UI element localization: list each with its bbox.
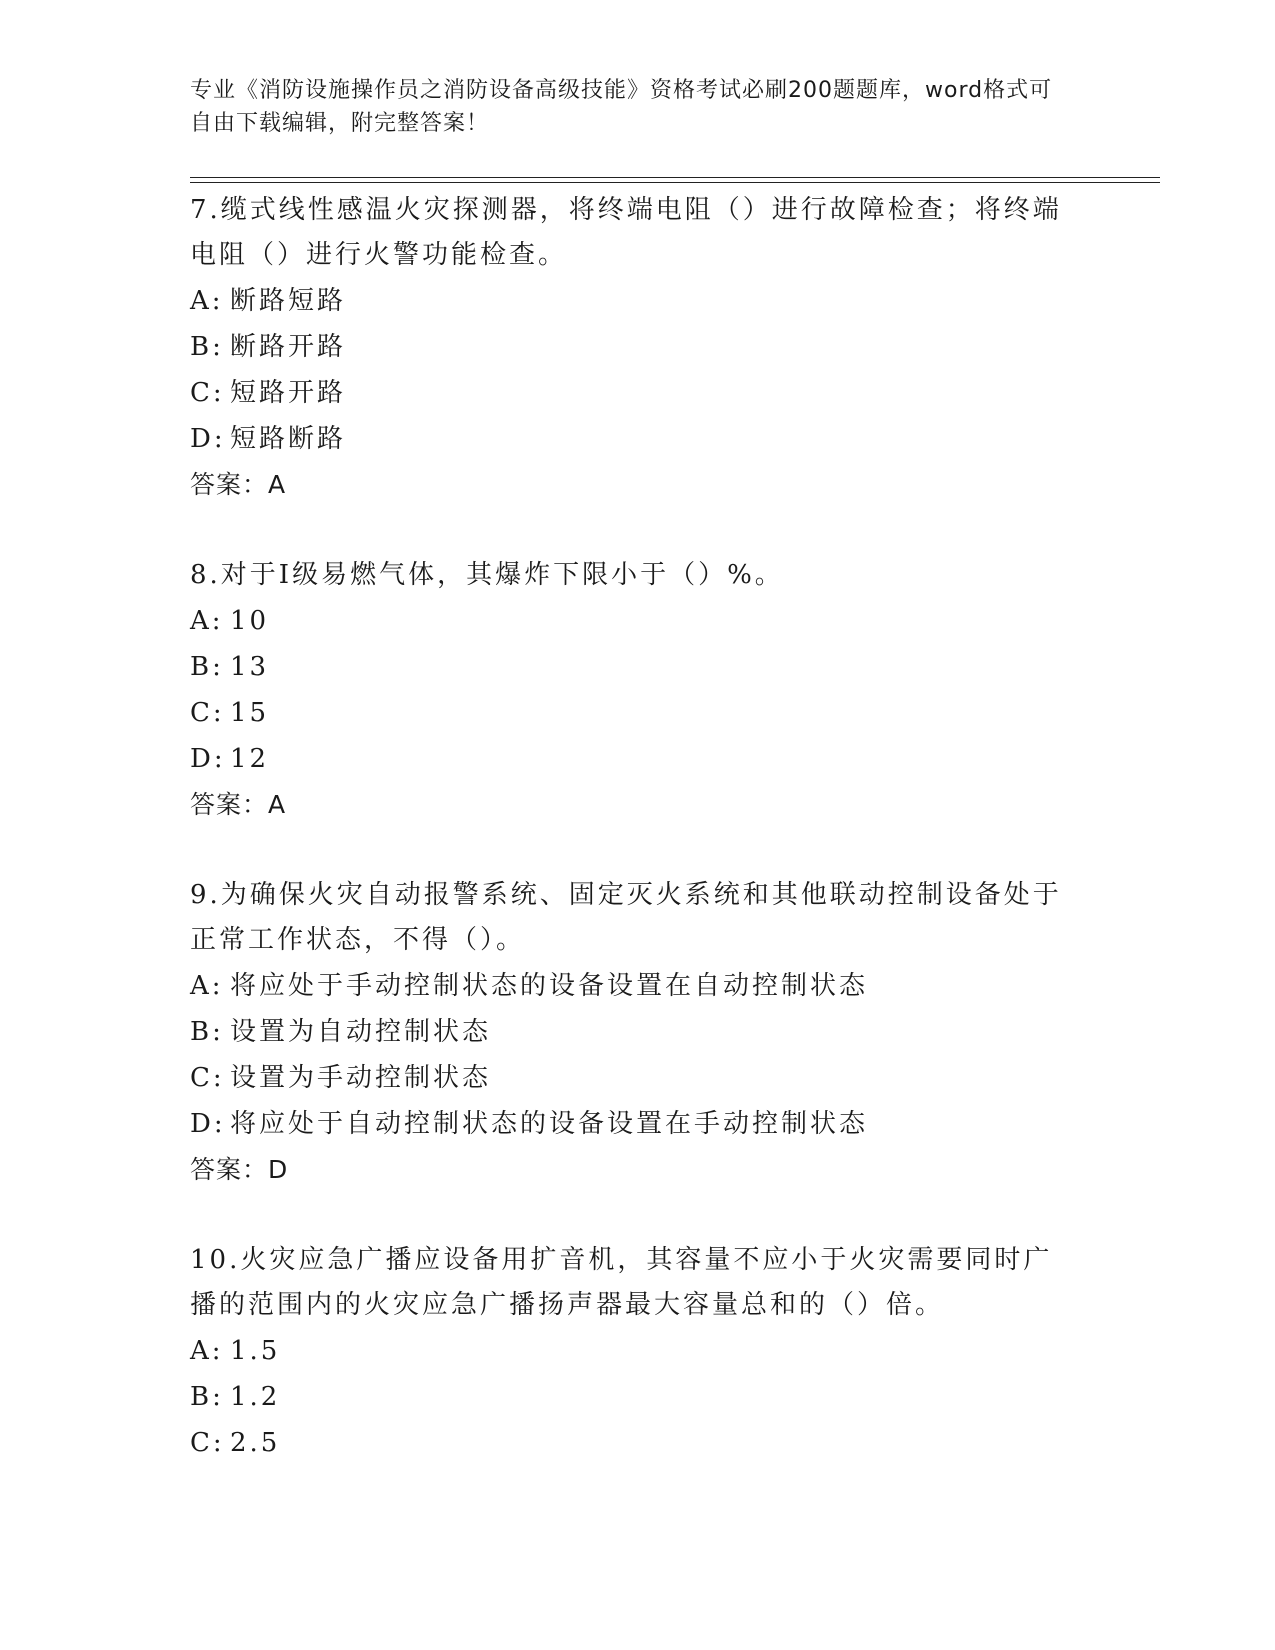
option-key: D: [190, 424, 226, 454]
option-d [190, 736, 1080, 782]
answer: 答案：D [190, 1155, 289, 1184]
option-key: B: [190, 652, 224, 682]
option-b [190, 644, 1080, 690]
option-text: 短路开路 [230, 378, 347, 408]
option-text: 断路开路 [230, 332, 347, 362]
option-key: A: [190, 1336, 224, 1366]
document-header: 专业《消防设施操作员之消防设备高级技能》资格考试必刷200题题库，word格式可自由下载编辑，附完整答案！ [190, 78, 1053, 136]
option-key: A: [190, 971, 224, 1001]
option-text: 断路短路 [230, 286, 347, 316]
option-key: C: [190, 1428, 225, 1458]
option-b [190, 1009, 1080, 1055]
option-text: 1.5 [230, 1336, 281, 1366]
option-text: 将应处于手动控制状态的设备设置在自动控制状态 [230, 971, 869, 1001]
option-text: 12 [230, 744, 270, 774]
option-key: B: [190, 1382, 224, 1412]
option-b [190, 1374, 1080, 1420]
option-key: C: [190, 698, 225, 728]
option-text: 13 [230, 652, 270, 682]
option-c [190, 1420, 1080, 1466]
question-stem: 8.对于Ⅰ级易燃气体，其爆炸下限小于（）%。 [190, 560, 784, 590]
header-divider-top [190, 177, 1160, 178]
answer: 答案：A [190, 470, 287, 499]
option-c [190, 1055, 1080, 1101]
option-key: C: [190, 1063, 225, 1093]
option-text: 将应处于自动控制状态的设备设置在手动控制状态 [230, 1109, 869, 1139]
option-c [190, 690, 1080, 736]
option-key: A: [190, 286, 224, 316]
question-stem: 9.为确保火灾自动报警系统、固定灭火系统和其他联动控制设备处于正常工作状态，不得（）。 [190, 880, 1062, 955]
option-text: 10 [230, 606, 270, 636]
header-divider-bottom [190, 182, 1160, 183]
option-a [190, 1328, 1080, 1374]
question-7 [190, 188, 1080, 508]
option-d [190, 1101, 1080, 1147]
answer: 答案：A [190, 790, 287, 819]
option-d [190, 416, 1080, 462]
option-text: 2.5 [230, 1428, 281, 1458]
option-key: D: [190, 1109, 226, 1139]
option-key: D: [190, 744, 226, 774]
option-key: B: [190, 1017, 224, 1047]
option-key: B: [190, 332, 224, 362]
option-key: A: [190, 606, 224, 636]
option-text: 1.2 [230, 1382, 281, 1412]
option-a [190, 963, 1080, 1009]
option-text: 短路断路 [230, 424, 347, 454]
option-b [190, 324, 1080, 370]
question-8 [190, 553, 1080, 828]
question-9 [190, 873, 1080, 1193]
option-c [190, 370, 1080, 416]
question-stem: 10.火灾应急广播应设备用扩音机，其容量不应小于火灾需要同时广播的范围内的火灾应急广播扬声器最大容量总和的（）倍。 [190, 1245, 1053, 1320]
question-stem: 7.缆式线性感温火灾探测器，将终端电阻（）进行故障检查；将终端电阻（）进行火警功能检查。 [190, 195, 1062, 270]
option-key: C: [190, 378, 225, 408]
question-10 [190, 1238, 1080, 1466]
option-text: 15 [230, 698, 270, 728]
option-text: 设置为自动控制状态 [230, 1017, 492, 1047]
option-text: 设置为手动控制状态 [230, 1063, 492, 1093]
option-a [190, 598, 1080, 644]
option-a [190, 278, 1080, 324]
